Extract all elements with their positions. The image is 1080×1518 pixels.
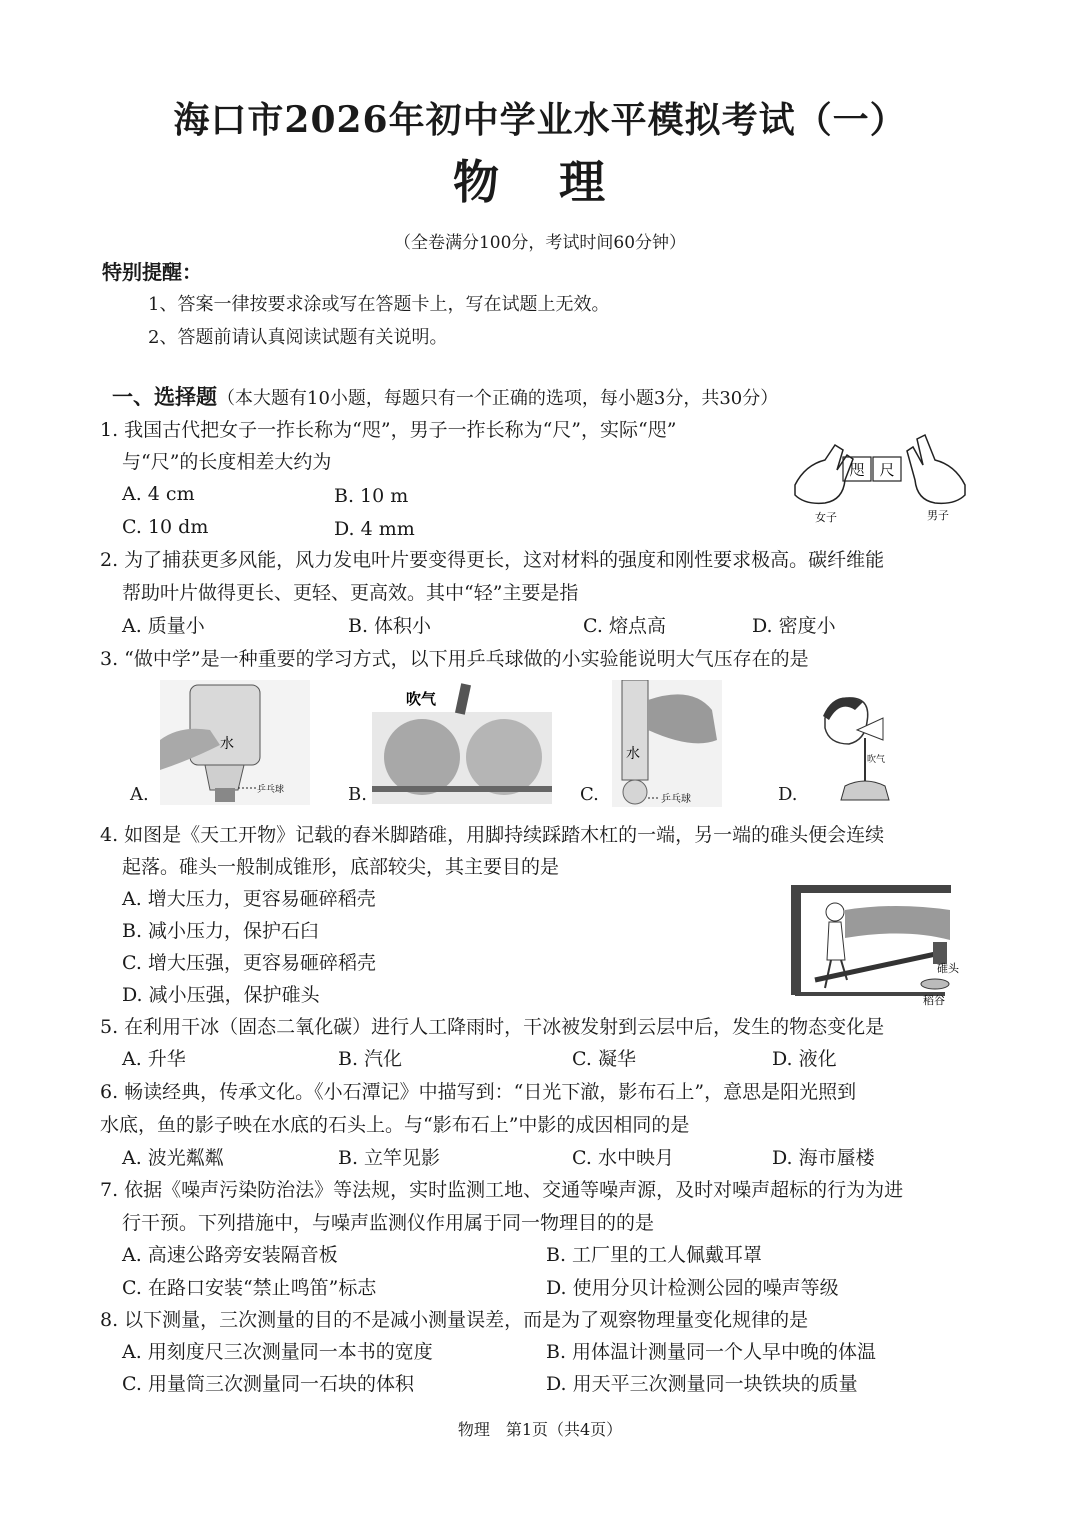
label-head: 碓头 <box>937 962 959 975</box>
fig-b-blow: 吹气 <box>406 690 437 708</box>
hand-span-figure <box>785 425 975 530</box>
q5-option-a: A. 升华 <box>122 1048 186 1070</box>
section-note: （本大题有10小题，每题只有一个正确的选项，每小题3分，共30分） <box>217 388 779 409</box>
q3-option-d: D. <box>778 784 798 805</box>
q3-option-a: A. <box>130 784 149 805</box>
q7-option-b: B. 工厂里的工人佩戴耳罩 <box>546 1244 763 1266</box>
q1-option-c: C. 10 dm <box>122 516 209 538</box>
q6-line-2: 水底，鱼的影子映在水底的石头上。与“影布石上”中影的成因相同的是 <box>100 1114 690 1136</box>
q1-line-2: 与“尺”的长度相差大约为 <box>122 451 332 473</box>
exam-meta: （全卷满分100分，考试时间60分钟） <box>393 233 687 253</box>
q5-option-c: C. 凝华 <box>572 1048 636 1070</box>
q8-option-d: D. 用天平三次测量同一块铁块的质量 <box>546 1373 858 1395</box>
figure-b-two-balls <box>372 682 552 804</box>
label-male: 男子 <box>927 509 949 522</box>
foot-pestle-figure <box>785 880 975 1010</box>
q6-line-1: 6. 畅读经典，传承文化。《小石潭记》中描写到：“日光下澈，影布石上”，意思是阳光照到 <box>100 1081 857 1103</box>
q1-option-d: D. 4 mm <box>334 518 415 540</box>
page-footer: 物理 第1页（共4页） <box>457 1420 623 1439</box>
q2-line-1: 2. 为了捕获更多风能，风力发电叶片要变得更长，这对材料的强度和刚性要求极高。碳纤维能 <box>100 549 885 571</box>
q7-line-2: 行干预。下列措施中，与噪声监测仪作用属于同一物理目的的是 <box>122 1212 655 1234</box>
q7-option-c: C. 在路口安装“禁止鸣笛”标志 <box>122 1277 377 1299</box>
q6-option-c: C. 水中映月 <box>572 1147 674 1169</box>
fig-a-water: 水 <box>220 736 234 752</box>
q4-option-b: B. 减小压力，保护石臼 <box>122 920 320 942</box>
q1-option-b: B. 10 m <box>334 485 409 507</box>
q8-line-1: 8. 以下测量，三次测量的目的不是减小测量误差，而是为了观察物理量变化规律的是 <box>100 1309 809 1331</box>
q8-option-b: B. 用体温计测量同一个人早中晚的体温 <box>546 1341 877 1363</box>
q7-line-1: 7. 依据《噪声污染防治法》等法规，实时监测工地、交通等噪声源，及时对噪声超标的行为为进 <box>100 1179 904 1201</box>
q3-option-c: C. <box>580 784 599 805</box>
section-title: 一、选择题 <box>112 384 217 409</box>
q7-option-a: A. 高速公路旁安装隔音板 <box>122 1244 338 1266</box>
q2-option-b: B. 体积小 <box>348 615 432 637</box>
q4-option-d: D. 减小压强，保护碓头 <box>122 984 320 1006</box>
fig-d-blow: 吹气 <box>867 755 886 765</box>
fig-c-water: 水 <box>626 746 640 762</box>
char-chi: 尺 <box>879 461 895 479</box>
exam-title: 海口市2026年初中学业水平模拟考试（一） <box>173 99 907 141</box>
figure-d-funnel <box>805 688 915 806</box>
figure-c-tube <box>612 680 722 807</box>
q1-option-a: A. 4 cm <box>122 483 195 505</box>
q8-option-a: A. 用刻度尺三次测量同一本书的宽度 <box>122 1341 433 1363</box>
q5-option-b: B. 汽化 <box>338 1048 403 1070</box>
q8-option-c: C. 用量筒三次测量同一石块的体积 <box>122 1373 414 1395</box>
q2-line-2: 帮助叶片做得更长、更轻、更高效。其中“轻”主要是指 <box>122 582 579 604</box>
q6-option-b: B. 立竿见影 <box>338 1147 441 1169</box>
q6-option-d: D. 海市蜃楼 <box>772 1147 875 1169</box>
notice-heading: 特别提醒： <box>102 260 202 284</box>
q4-line-2: 起落。碓头一般制成锥形，底部较尖，其主要目的是 <box>122 856 560 878</box>
label-female: 女子 <box>815 511 837 524</box>
fig-c-ball: 乒乓球 <box>661 794 691 805</box>
q3-line-1: 3. “做中学”是一种重要的学习方式，以下用乒乓球做的小实验能说明大气压存在的是 <box>100 648 809 670</box>
q4-line-1: 4. 如图是《天工开物》记载的舂米脚踏碓，用脚持续踩踏木杠的一端，另一端的碓头便会连续 <box>100 824 885 846</box>
q4-option-a: A. 增大压力，更容易砸碎稻壳 <box>122 888 376 910</box>
label-grain: 稻谷 <box>923 994 945 1007</box>
q6-option-a: A. 波光粼粼 <box>122 1147 224 1169</box>
q7-option-d: D. 使用分贝计检测公园的噪声等级 <box>546 1277 839 1299</box>
q4-option-c: C. 增大压强，更容易砸碎稻壳 <box>122 952 376 974</box>
q2-option-a: A. 质量小 <box>122 615 205 637</box>
notice-item-1: 1、答案一律按要求涂或写在答题卡上，写在试题上无效。 <box>148 294 610 315</box>
section-heading <box>112 386 778 408</box>
q3-option-b: B. <box>348 784 367 805</box>
fig-a-ball: 乒乓球 <box>257 785 285 795</box>
char-zhi: 咫 <box>849 461 865 479</box>
q5-option-d: D. 液化 <box>772 1048 837 1070</box>
figure-a-bottle <box>160 680 310 805</box>
q2-option-c: C. 熔点高 <box>583 615 666 637</box>
q1-line-1: 1. 我国古代把女子一拃长称为“咫”，男子一拃长称为“尺”，实际“咫” <box>100 419 677 441</box>
q5-line-1: 5. 在利用干冰（固态二氧化碳）进行人工降雨时，干冰被发射到云层中后，发生的物态变化是 <box>100 1016 885 1038</box>
notice-item-2: 2、答题前请认真阅读试题有关说明。 <box>148 327 448 348</box>
q2-option-d: D. 密度小 <box>752 615 836 637</box>
subject-title: 物 理 <box>452 155 627 209</box>
